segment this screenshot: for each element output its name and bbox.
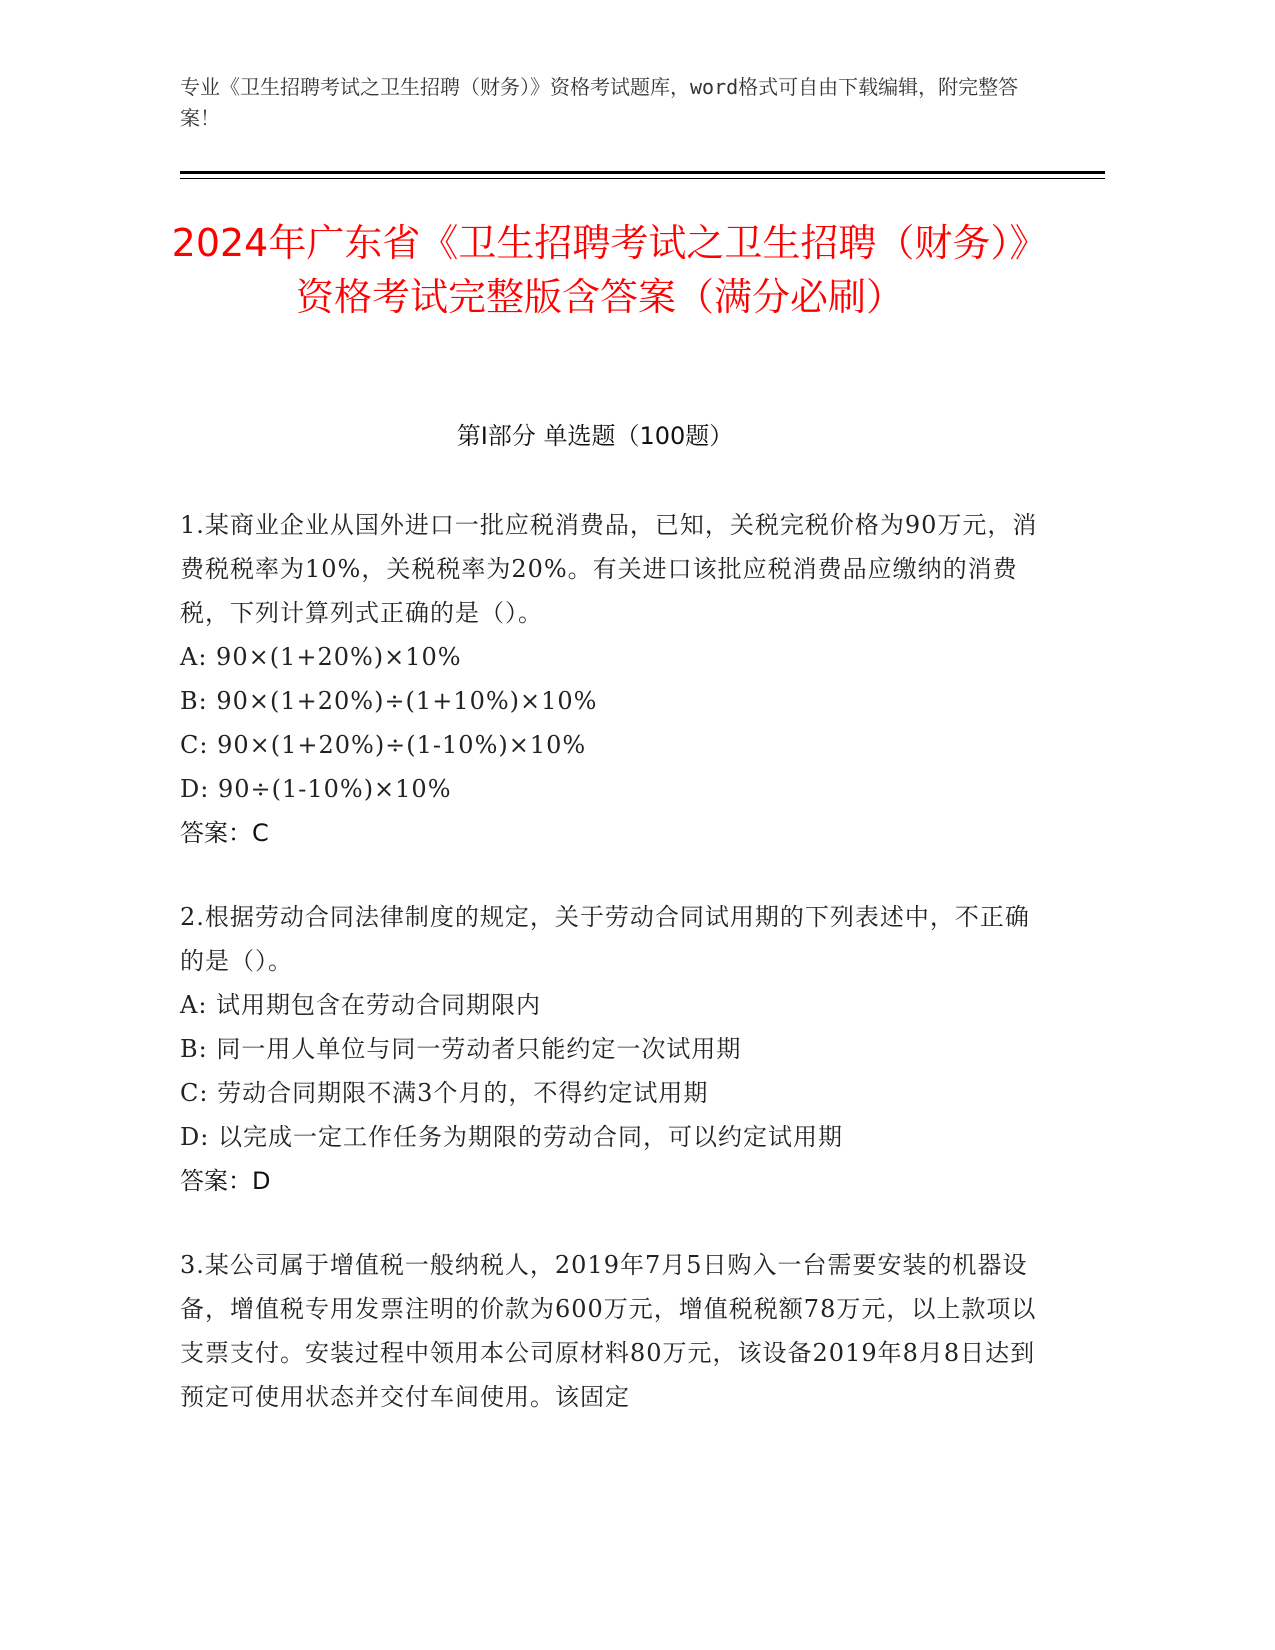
answer: 答案：D (180, 1167, 271, 1195)
option-b: B: 90×(1+20%)÷(1+10%)×10% (180, 687, 598, 715)
option-c: C: 劳动合同期限不满3个月的，不得约定试用期 (180, 1079, 709, 1107)
question-1 (180, 503, 1040, 855)
header-note: 专业《卫生招聘考试之卫生招聘（财务）》资格考试题库，word格式可自由下载编辑，附完整答案！ (180, 75, 1019, 130)
header-divider (180, 171, 1105, 174)
option-b: B: 同一用人单位与同一劳动者只能约定一次试用期 (180, 1035, 742, 1063)
section-title: 第I部分 单选题（100题） (456, 422, 734, 450)
option-d: D: 90÷(1-10%)×10% (180, 775, 452, 803)
question-3 (180, 1243, 1040, 1419)
option-a: A: 90×(1+20%)×10% (180, 643, 462, 671)
answer: 答案：C (180, 819, 269, 847)
document-title: 2024年广东省《卫生招聘考试之卫生招聘（财务）》资格考试完整版含答案（满分必刷） (171, 221, 1029, 319)
header-divider-thin (180, 178, 1105, 179)
option-a: A: 试用期包含在劳动合同期限内 (180, 991, 542, 1019)
question-stem: 3.某公司属于增值税一般纳税人，2019年7月5日购入一台需要安装的机器设备，增值税专用发票注明的价款为600万元，增值税税额78万元，以上款项以支票支付。安装过程中领用本公司原材料80万元，该设备2019年8月8日达到预定可使用状态并交付车间使用。该固定 (180, 1251, 1037, 1411)
question-2 (180, 895, 1040, 1203)
question-stem: 2.根据劳动合同法律制度的规定，关于劳动合同试用期的下列表述中，不正确的是（）。 (180, 903, 1030, 975)
option-c: C: 90×(1+20%)÷(1-10%)×10% (180, 731, 587, 759)
question-stem: 1.某商业企业从国外进口一批应税消费品，已知，关税完税价格为90万元，消费税税率为10%，关税税率为20%。有关进口该批应税消费品应缴纳的消费税，下列计算列式正确的是（）。 (180, 511, 1038, 627)
option-d: D: 以完成一定工作任务为期限的劳动合同，可以约定试用期 (180, 1123, 843, 1151)
